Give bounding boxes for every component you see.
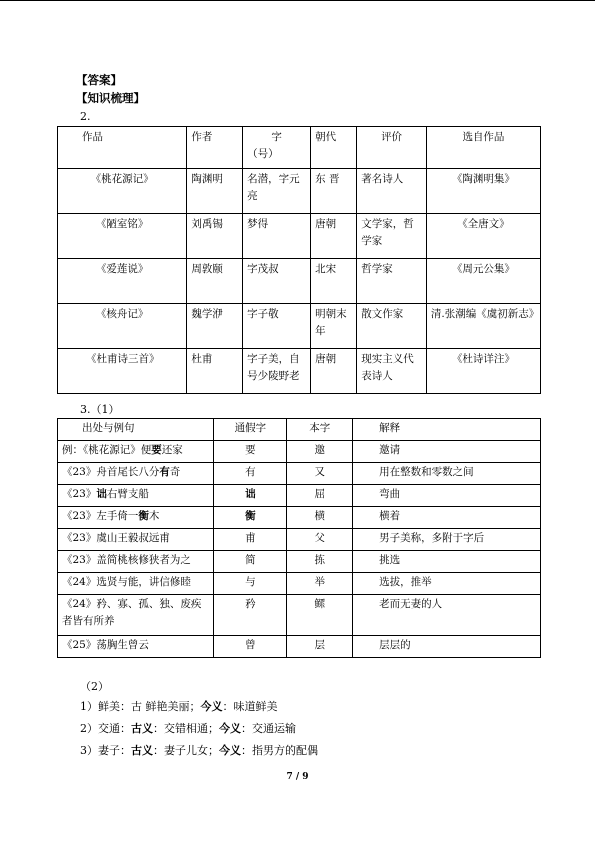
cell-benzi: 父 — [287, 529, 353, 551]
cell-tongjia: 有 — [214, 463, 287, 485]
meaning-gu: ：交错相通； — [153, 722, 219, 735]
header-source-sentence: 出处与例句 — [58, 419, 214, 441]
cell-work: 《桃花源记》 — [58, 169, 187, 214]
meaning-word: 交通： — [98, 722, 131, 735]
header-source: 选自作品 — [426, 127, 540, 169]
cell-tongjia: 要 — [214, 441, 287, 463]
cell-sentence — [58, 573, 214, 595]
sentence-text: 《24》选贤与能，讲信修睦 — [62, 576, 191, 588]
sentence-text: 《23》左手倚一 — [62, 510, 139, 522]
cell-benzi: 拣 — [287, 551, 353, 573]
header-tongjia: 通假字 — [214, 419, 287, 441]
cell-evaluation: 著名诗人 — [357, 169, 427, 214]
cell-sentence — [58, 485, 214, 507]
section-3-2-label: （2） — [80, 680, 109, 693]
sentence-keyword: 要 — [151, 444, 162, 456]
meaning-gu-label: 古 — [131, 700, 142, 713]
cell-evaluation: 文学家，哲学家 — [357, 214, 427, 259]
cell-sentence — [58, 595, 214, 636]
header-benzi: 本字 — [287, 419, 353, 441]
table-row — [58, 304, 541, 349]
cell-dynasty: 唐朝 — [311, 349, 357, 394]
sentence-text: 右臂支船 — [106, 488, 149, 500]
answer-heading: 【答案】 — [76, 73, 122, 87]
table-row — [58, 259, 541, 304]
cell-source: 《陶渊明集》 — [426, 169, 540, 214]
header-evaluation: 评价 — [357, 127, 427, 169]
cell-benzi: 横 — [287, 507, 353, 529]
header-zi-line1: 字 — [271, 131, 282, 143]
cell-zi: 名潜，字元亮 — [243, 169, 311, 214]
header-zi-line2: （号） — [247, 148, 279, 160]
cell-sentence — [58, 507, 214, 529]
meaning-num: 3） — [80, 744, 98, 757]
cell-sentence — [58, 636, 214, 658]
works-table — [57, 126, 541, 394]
cell-author: 刘禹锡 — [187, 214, 243, 259]
top-border-line — [0, 0, 595, 1]
meaning-num: 1） — [80, 700, 98, 713]
table-row — [58, 349, 541, 394]
cell-explanation: 老而无妻的人 — [353, 595, 541, 636]
meaning-word: 妻子： — [98, 744, 131, 757]
table-row — [58, 507, 541, 529]
table-row — [58, 573, 541, 595]
sentence-text: 《24》矜、寡、孤、独、废疾者皆有所养 — [62, 598, 202, 627]
cell-sentence — [58, 529, 214, 551]
header-author: 作者 — [187, 127, 243, 169]
page-number: 7 / 9 — [286, 772, 309, 782]
cell-explanation: 用在整数和零数之间 — [353, 463, 541, 485]
cell-dynasty: 明朝末年 — [311, 304, 357, 349]
table-row — [58, 169, 541, 214]
table-row — [58, 551, 541, 573]
cell-tongjia: 与 — [214, 573, 287, 595]
header-explanation: 解释 — [353, 419, 541, 441]
header-dynasty: 朝代 — [311, 127, 357, 169]
cell-tongjia: 曾 — [214, 636, 287, 658]
sentence-text: 《23》 — [62, 488, 97, 500]
meaning-gu: ：妻子儿女； — [153, 744, 219, 757]
tongjia-table — [57, 418, 541, 658]
cell-dynasty: 唐朝 — [311, 214, 357, 259]
cell-explanation: 男子美称，多附于字后 — [353, 529, 541, 551]
cell-sentence — [58, 463, 214, 485]
cell-work: 《陋室铭》 — [58, 214, 187, 259]
sentence-text: 《25》荡胸生曾云 — [62, 639, 149, 651]
cell-benzi: 举 — [287, 573, 353, 595]
meaning-line — [80, 720, 296, 736]
knowledge-summary-heading: 【知识梳理】 — [76, 91, 145, 105]
table-row — [58, 485, 541, 507]
meaning-jin-label: 今义 — [219, 722, 241, 735]
meaning-jin: ：交通运输 — [241, 722, 296, 735]
cell-benzi: 屈 — [287, 485, 353, 507]
meaning-line — [80, 742, 318, 758]
cell-work: 《爱莲说》 — [58, 259, 187, 304]
table-row — [58, 595, 541, 636]
cell-benzi: 又 — [287, 463, 353, 485]
cell-work: 《核舟记》 — [58, 304, 187, 349]
cell-evaluation: 现实主义代表诗人 — [357, 349, 427, 394]
cell-explanation: 邀请 — [353, 441, 541, 463]
cell-explanation: 弯曲 — [353, 485, 541, 507]
cell-sentence — [58, 551, 214, 573]
cell-dynasty: 东 晋 — [311, 169, 357, 214]
cell-source: 《杜诗详注》 — [426, 349, 540, 394]
meaning-gu: 鲜艳美丽； — [142, 700, 201, 713]
meaning-jin-label: 今义 — [200, 700, 223, 713]
cell-explanation: 横着 — [353, 507, 541, 529]
cell-evaluation: 散文作家 — [357, 304, 427, 349]
meaning-jin-label: 今义 — [219, 744, 241, 757]
sentence-text: 《23》虞山王毅叔远甫 — [62, 532, 170, 544]
meaning-jin: ：味道鲜美 — [222, 700, 278, 713]
table-row — [58, 463, 541, 485]
cell-tongjia: 甫 — [214, 529, 287, 551]
cell-benzi: 层 — [287, 636, 353, 658]
cell-evaluation: 哲学家 — [357, 259, 427, 304]
cell-source: 《周元公集》 — [426, 259, 540, 304]
cell-zi: 字子美，自号少陵野老 — [243, 349, 311, 394]
cell-work: 《杜甫诗三首》 — [58, 349, 187, 394]
section-3-label: 3.（1） — [80, 403, 120, 416]
cell-zi: 字茂叔 — [243, 259, 311, 304]
cell-source: 清.张潮编《虞初新志》 — [426, 304, 540, 349]
meaning-word: 鲜美： — [98, 700, 131, 713]
cell-zi: 字子敬 — [243, 304, 311, 349]
sentence-text: 还家 — [161, 444, 183, 456]
table-row — [58, 636, 541, 658]
sentence-text: 木 — [148, 510, 160, 522]
table-header-row — [58, 419, 541, 441]
sentence-keyword: 诎 — [96, 488, 107, 500]
table-header-row — [58, 127, 541, 169]
cell-author: 杜甫 — [187, 349, 243, 394]
meaning-gu-label: 古义 — [131, 744, 153, 757]
meaning-num: 2） — [80, 722, 98, 735]
cell-tongjia: 诎 — [214, 485, 287, 507]
cell-explanation: 选拔，推举 — [353, 573, 541, 595]
cell-source: 《全唐文》 — [426, 214, 540, 259]
cell-tongjia: 简 — [214, 551, 287, 573]
cell-dynasty: 北宋 — [311, 259, 357, 304]
section-2-label: 2. — [80, 110, 91, 123]
cell-explanation: 挑选 — [353, 551, 541, 573]
cell-author: 魏学洢 — [187, 304, 243, 349]
table-row — [58, 529, 541, 551]
cell-author: 陶渊明 — [187, 169, 243, 214]
cell-author: 周敦颐 — [187, 259, 243, 304]
meaning-gu-label: 古义 — [131, 722, 153, 735]
header-courtesy-name — [243, 127, 311, 169]
sentence-text: 《23》舟首尾长八分 — [62, 466, 160, 478]
cell-tongjia: 矜 — [214, 595, 287, 636]
sentence-text: 《23》盖简桃核修狭者为之 — [62, 554, 191, 566]
cell-benzi: 邀 — [287, 441, 353, 463]
cell-benzi: 鳏 — [287, 595, 353, 636]
cell-explanation: 层层的 — [353, 636, 541, 658]
sentence-text: 例：《桃花源记》便 — [62, 444, 152, 456]
sentence-keyword: 有 — [159, 466, 170, 478]
table-row — [58, 214, 541, 259]
meaning-jin: ：指男方的配偶 — [241, 744, 318, 757]
cell-zi: 梦得 — [243, 214, 311, 259]
cell-tongjia: 衡 — [214, 507, 287, 529]
cell-sentence — [58, 441, 214, 463]
header-work: 作品 — [58, 127, 187, 169]
meaning-line — [80, 698, 278, 714]
sentence-text: 奇 — [169, 466, 181, 478]
sentence-keyword: 衡 — [138, 510, 149, 522]
table-row — [58, 441, 541, 463]
